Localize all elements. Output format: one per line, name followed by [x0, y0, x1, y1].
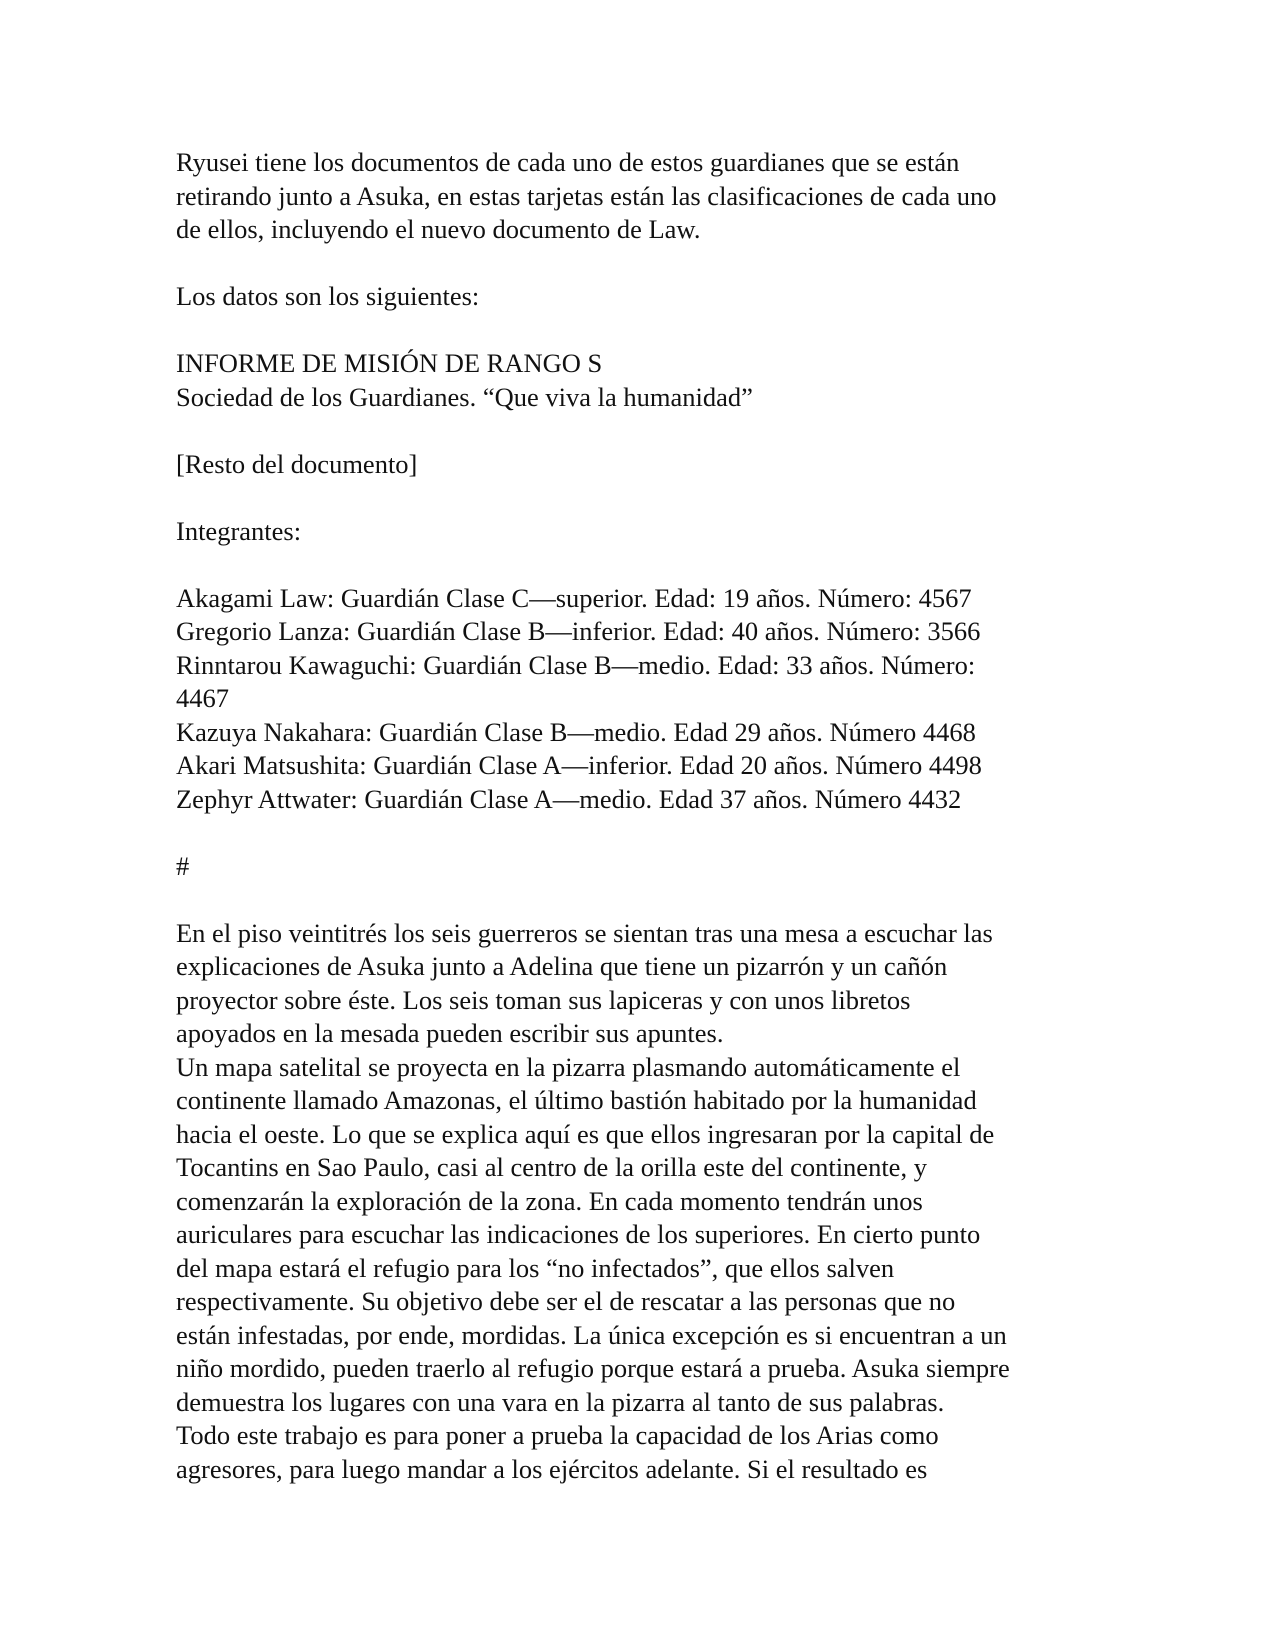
member-entry-continuation: 4467 [176, 683, 229, 713]
document-page [176, 146, 1096, 1486]
data-intro-line: Los datos son los siguientes: [176, 281, 480, 311]
blank-line [176, 548, 1096, 582]
body-line: proyector sobre éste. Los seis toman sus lapiceras y con unos libretos [176, 984, 911, 1015]
body-line: demuestra los lugares con una vara en la pizarra al tanto de sus palabras. [176, 1386, 945, 1417]
intro-line: retirando junto a Asuka, en estas tarjetas están las clasificaciones de cada uno [176, 180, 997, 211]
body-line: están infestadas, por ende, mordidas. La única excepción es si encuentran a un [176, 1319, 1007, 1350]
blank-line [176, 883, 1096, 917]
body-line: explicaciones de Asuka junto a Adelina que tiene un pizarrón y un cañón [176, 951, 948, 981]
blank-line [176, 414, 1096, 448]
members-label: Integrantes: [176, 515, 302, 546]
section-separator: # [176, 850, 190, 881]
body-line: respectivamente. Su objetivo debe ser el de rescatar a las personas que no [176, 1286, 956, 1316]
report-title: INFORME DE MISIÓN DE RANGO S [176, 348, 603, 378]
blank-line [176, 247, 1096, 281]
body-line: Todo este trabajo es para poner a prueba la capacidad de los Arias como [176, 1420, 939, 1450]
intro-line: Ryusei tiene los documentos de cada uno de estos guardianes que se están [176, 147, 960, 177]
member-entry: Rinntarou Kawaguchi: Guardián Clase B—medio. Edad: 33 años. Número: [176, 649, 976, 680]
member-entry: Zephyr Attwater: Guardián Clase A—medio. Edad 37 años. Número 4432 [176, 783, 962, 814]
body-line: apoyados en la mesada pueden escribir sus apuntes. [176, 1018, 724, 1048]
blank-line [176, 314, 1096, 348]
member-entry: Akari Matsushita: Guardián Clase A—inferior. Edad 20 años. Número 4498 [176, 750, 982, 780]
member-entry: Kazuya Nakahara: Guardián Clase B—medio. Edad 29 años. Número 4468 [176, 716, 976, 747]
body-line: Un mapa satelital se proyecta en la pizarra plasmando automáticamente el [176, 1051, 961, 1082]
body-line: comenzarán la exploración de la zona. En cada momento tendrán unos [176, 1185, 923, 1216]
body-line: Tocantins en Sao Paulo, casi al centro de la orilla este del continente, y [176, 1152, 927, 1182]
body-line: En el piso veintitrés los seis guerreros se sientan tras una mesa a escuchar las [176, 917, 993, 948]
body-line: auriculares para escuchar las indicaciones de los superiores. En cierto punto [176, 1219, 981, 1249]
intro-paragraph [176, 146, 1096, 247]
body-line: del mapa estará el refugio para los “no infectados”, que ellos salven [176, 1252, 895, 1283]
member-entry: Gregorio Lanza: Guardián Clase B—inferior. Edad: 40 años. Número: 3566 [176, 616, 981, 646]
body-line: continente llamado Amazonas, el último bastión habitado por la humanidad [176, 1085, 977, 1115]
blank-line [176, 816, 1096, 850]
body-line: hacia el oeste. Lo que se explica aquí es que ellos ingresaran por la capital de [176, 1118, 995, 1149]
body-line: agresores, para luego mandar a los ejércitos adelante. Si el resultado es [176, 1453, 928, 1484]
blank-line [176, 481, 1096, 515]
body-paragraph [176, 917, 1096, 1487]
intro-line: de ellos, incluyendo el nuevo documento de Law. [176, 214, 701, 244]
report-subtitle: Sociedad de los Guardianes. “Que viva la humanidad” [176, 381, 753, 412]
members-list [176, 582, 1096, 817]
rest-of-document-note: [Resto del documento] [176, 448, 418, 479]
member-entry: Akagami Law: Guardián Clase C—superior. Edad: 19 años. Número: 4567 [176, 582, 972, 613]
body-line: niño mordido, pueden traerlo al refugio porque estará a prueba. Asuka siempre [176, 1353, 1010, 1383]
report-header [176, 347, 1096, 414]
